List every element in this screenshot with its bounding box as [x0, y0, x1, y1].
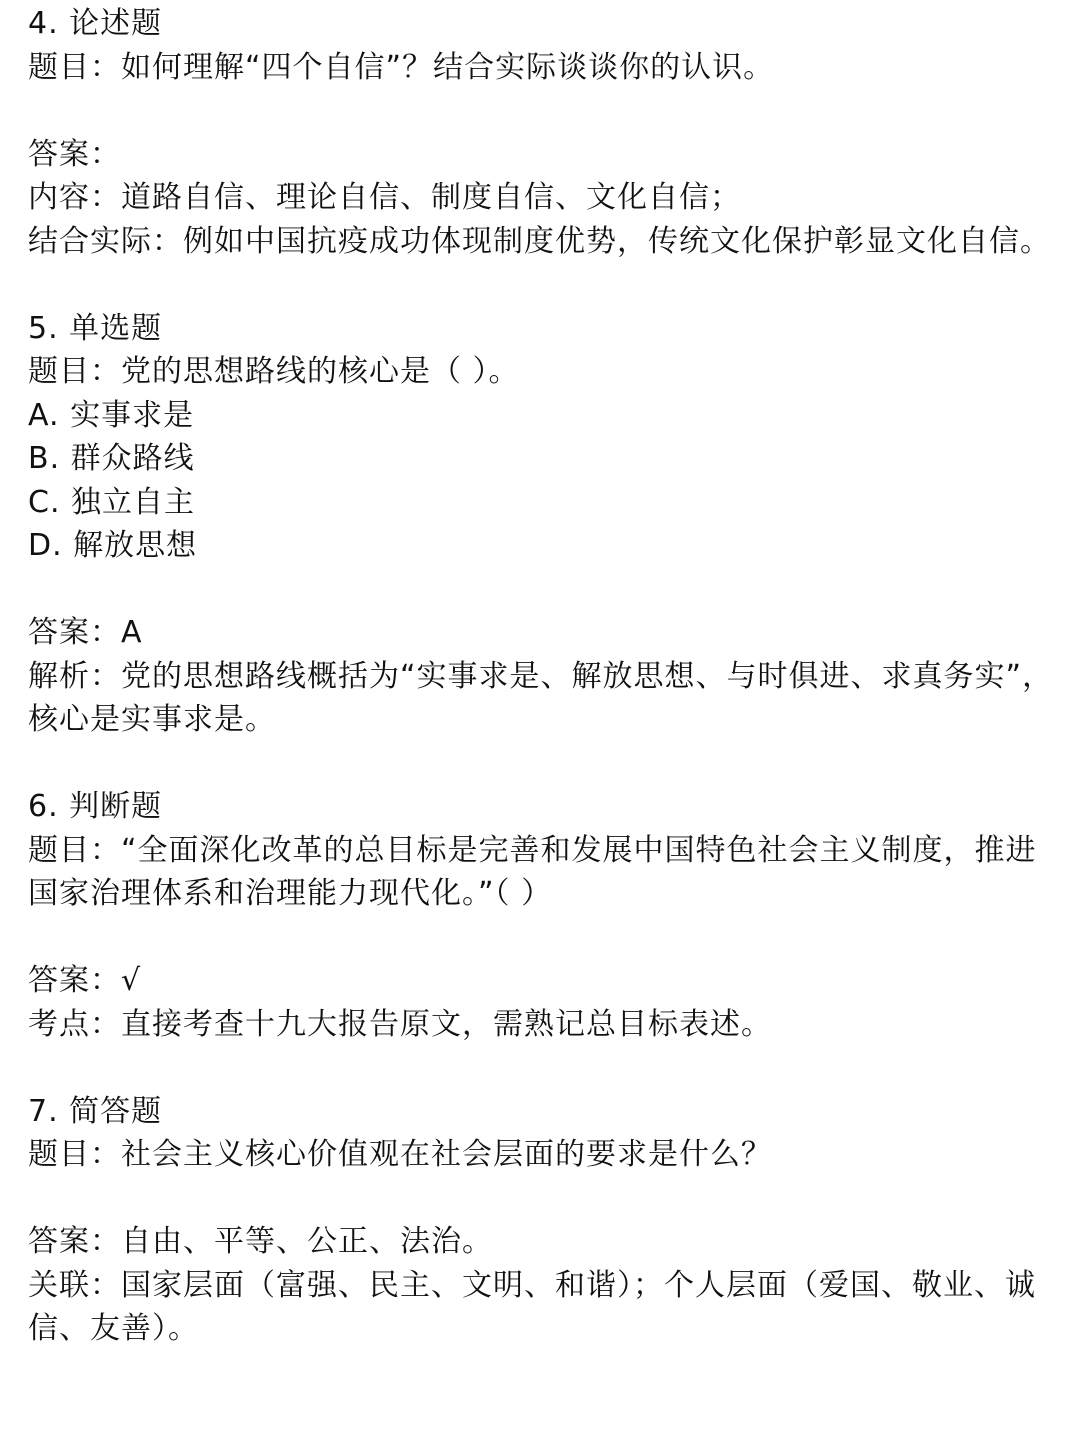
q6-question: 题目：“全面深化改革的总目标是完善和发展中国特色社会主义制度，推进国家治理体系和治理能力现代化。”（ ） — [28, 832, 1037, 911]
q4-question: 题目：如何理解“四个自信”？结合实际谈谈你的认识。 — [28, 49, 775, 85]
q4-content: 内容：道路自信、理论自信、制度自信、文化自信； — [28, 180, 741, 215]
q7-answer: 答案：自由、平等、公正、法治。 — [28, 1224, 493, 1259]
q6-point: 考点：直接考查十九大报告原文，需熟记总目标表述。 — [28, 1006, 772, 1042]
q4-answer-label: 答案： — [28, 136, 121, 172]
q6-answer: 答案：√ — [28, 963, 142, 998]
q6-header: 6. 判断题 — [28, 789, 163, 824]
q5-question: 题目：党的思想路线的核心是（ ）。 — [28, 354, 520, 389]
q5-option-c: C. 独立自主 — [28, 484, 196, 520]
q5-analysis: 解析：党的思想路线概括为“实事求是、解放思想、与时俱进、求真务实”，核心是实事求是。 — [28, 658, 1054, 737]
q5-option-b: B. 群众路线 — [28, 441, 195, 476]
q7-header: 7. 简答题 — [28, 1093, 163, 1129]
q4-practice: 结合实际：例如中国抗疫成功体现制度优势，传统文化保护彰显文化自信。 — [28, 223, 1051, 259]
q5-answer: 答案：A — [28, 615, 143, 650]
q7-related: 关联：国家层面（富强、民主、文明、和谐）；个人层面（爱国、敬业、诚信、友善）。 — [28, 1267, 1036, 1346]
spacer — [28, 1046, 1058, 1090]
spacer — [28, 89, 1058, 133]
q5-option-d: D. 解放思想 — [28, 528, 198, 563]
spacer — [28, 1177, 1058, 1221]
q5-option-a: A. 实事求是 — [28, 397, 195, 433]
spacer — [28, 916, 1058, 960]
spacer — [28, 568, 1058, 612]
q5-header: 5. 单选题 — [28, 310, 163, 346]
spacer — [28, 263, 1058, 307]
q4-header: 4. 论述题 — [28, 6, 163, 41]
spacer — [28, 742, 1058, 786]
document-body — [28, 2, 1058, 1351]
q7-question: 题目：社会主义核心价值观在社会层面的要求是什么？ — [28, 1137, 772, 1172]
